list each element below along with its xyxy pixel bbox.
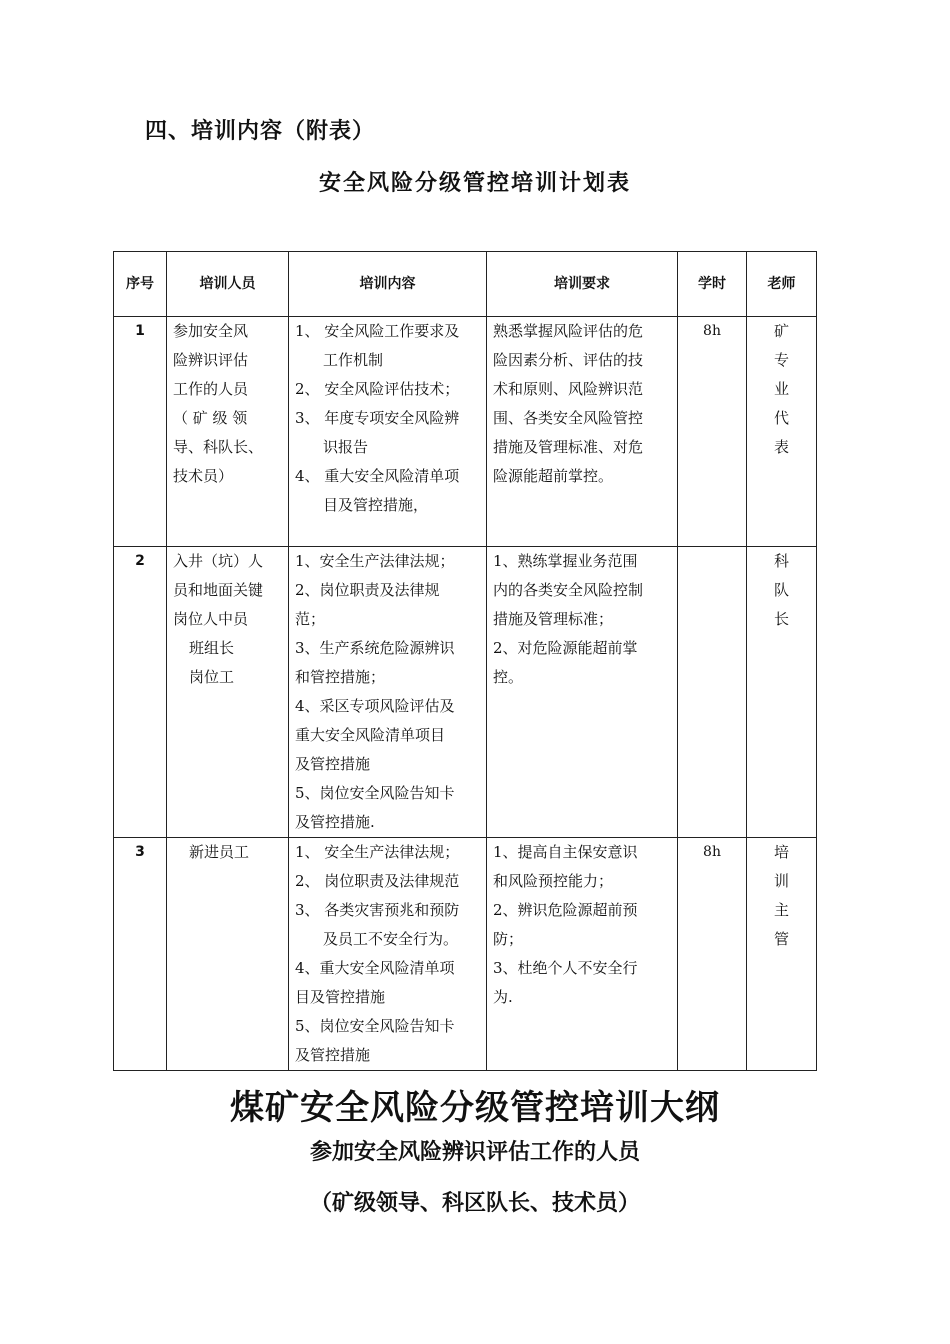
requirement-line: 内的各类安全风险控制 [493,581,644,599]
staff-line: 导、科队长、 [173,438,264,456]
content-line: 4、 重大安全风险清单项 [295,467,460,485]
requirement-line: 1、熟练掌握业务范围 [493,552,638,570]
requirement-cell [487,547,678,838]
staff-cell [167,547,289,838]
teacher-cell [747,547,817,838]
staff-line: 岗位人中员 [173,610,249,628]
header-content: 培训内容 [289,252,487,317]
hours-cell: 8h [678,317,747,547]
teacher-char: 主 [773,901,789,919]
teacher-char: 表 [773,438,789,456]
teacher-char: 训 [773,872,789,890]
staff-line: 员和地面关键 [173,581,264,599]
content-line: 1、 安全生产法律法规； [295,843,460,861]
hours-cell: 8h [678,838,747,1071]
teacher-char: 培 [773,843,789,861]
table-header-row [114,252,817,317]
content-line: 2、 岗位职责及法律规范 [295,872,460,890]
staff-line: 岗位工 [189,668,235,686]
requirement-line: 措施及管理标准； [493,610,614,628]
requirement-line: 和风险预控能力； [493,872,614,890]
content-line: 3、生产系统危险源辨识 [295,639,455,657]
header-requirement: 培训要求 [487,252,678,317]
teacher-char: 管 [773,930,789,948]
staff-line: 技术员） [173,467,234,485]
content-line: 识报告 [323,438,369,456]
row-number: 1 [114,317,167,547]
content-line: 2、 安全风险评估技术； [295,380,460,398]
content-line: 重大安全风险清单项目 [295,726,446,744]
content-cell [289,317,487,547]
requirement-cell [487,838,678,1071]
requirement-line: 术和原则、风险辨识范 [493,380,644,398]
staff-line: （ 矿 级 领 [173,409,248,427]
content-line: 4、采区专项风险评估及 [295,697,455,715]
teacher-cell [747,838,817,1071]
content-line: 目及管控措施， [323,496,429,514]
content-line: 及管控措施 [295,1046,371,1064]
header-teacher: 老师 [747,252,817,317]
requirement-line: 3、杜绝个人不安全行 [493,959,638,977]
content-line: 4、重大安全风险清单项 [295,959,455,977]
content-line: 3、 各类灾害预兆和预防 [295,901,460,919]
row-number: 2 [114,547,167,838]
row-number: 3 [114,838,167,1071]
teacher-char: 矿 [773,322,789,340]
outline-subtitle-roles: （矿级领导、科区队长、技术员） [309,1191,640,1216]
content-line: 目及管控措施 [295,988,386,1006]
header-staff: 培训人员 [167,252,289,317]
training-plan-table [113,251,817,1071]
outline-title: 煤矿安全风险分级管控培训大纲 [230,1088,720,1128]
requirement-line: 2、辨识危险源超前预 [493,901,638,919]
teacher-cell [747,317,817,547]
requirement-line: 2、对危险源能超前掌 [493,639,638,657]
requirement-line: 围、各类安全风险管控 [493,409,644,427]
content-line: 范； [295,610,326,628]
content-line: 及员工不安全行为。 [323,930,459,948]
table-row [114,547,817,838]
content-line: 工作机制 [323,351,384,369]
requirement-line: 防； [493,930,524,948]
table-row [114,317,817,547]
content-line: 和管控措施； [295,668,386,686]
requirement-line: 1、提高自主保安意识 [493,843,638,861]
content-line: 及管控措施. [295,813,375,831]
requirement-line: 熟悉掌握风险评估的危 [493,322,644,340]
teacher-char: 队 [773,581,789,599]
requirement-line: 险因素分析、评估的技 [493,351,644,369]
staff-line: 工作的人员 [173,380,249,398]
header-no: 序号 [114,252,167,317]
teacher-char: 科 [773,552,789,570]
content-line: 5、岗位安全风险告知卡 [295,1017,455,1035]
requirement-line: 为. [493,988,513,1006]
content-line: 1、安全生产法律法规； [295,552,455,570]
content-line: 及管控措施 [295,755,371,773]
content-line: 1、 安全风险工作要求及 [295,322,460,340]
requirement-line: 险源能超前掌控。 [493,467,614,485]
staff-line: 参加安全风 [173,322,249,340]
teacher-char: 代 [773,409,789,427]
requirement-line: 措施及管理标准、对危 [493,438,644,456]
staff-line: 新进员工 [189,843,250,861]
requirement-cell [487,317,678,547]
content-line: 3、 年度专项安全风险辨 [295,409,460,427]
content-cell [289,547,487,838]
teacher-char: 长 [773,610,789,628]
teacher-char: 专 [773,351,789,369]
staff-line: 入井（坑）人 [173,552,264,570]
staff-cell [167,317,289,547]
content-line: 2、岗位职责及法律规 [295,581,440,599]
hours-cell [678,547,747,838]
staff-cell [167,838,289,1071]
outline-subtitle: 参加安全风险辨识评估工作的人员 [309,1140,640,1165]
content-cell [289,838,487,1071]
staff-line: 险辨识评估 [173,351,249,369]
section-heading: 四、培训内容（附表） [145,119,376,144]
table-title: 安全风险分级管控培训计划表 [318,171,631,196]
table-row [114,838,817,1071]
header-hours: 学时 [678,252,747,317]
requirement-line: 控。 [493,668,524,686]
content-line: 5、岗位安全风险告知卡 [295,784,455,802]
staff-line: 班组长 [189,639,235,657]
teacher-char: 业 [773,380,789,398]
